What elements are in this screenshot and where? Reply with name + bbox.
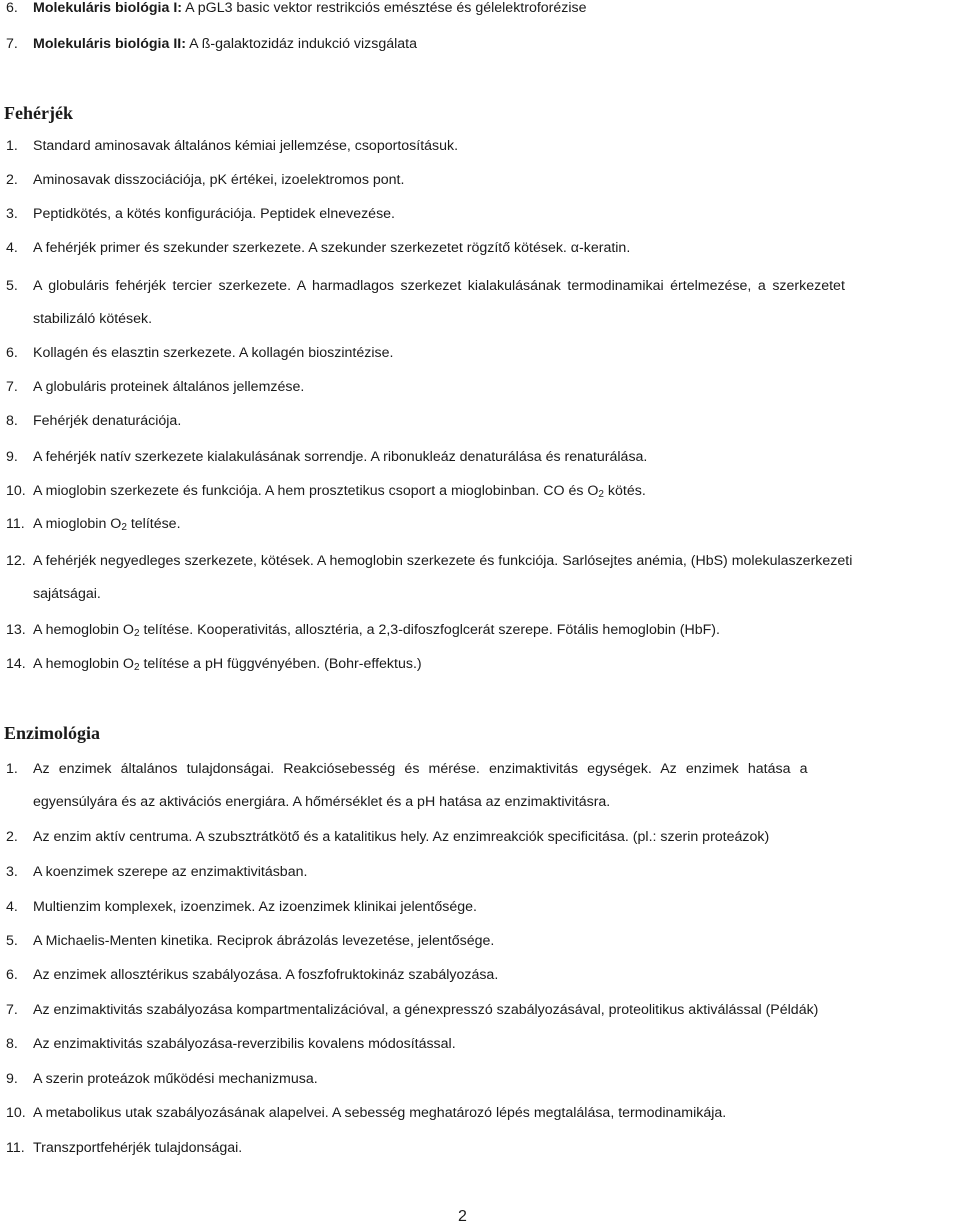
item-number: 7. (6, 1002, 18, 1018)
item-text: Az enzimek általános tulajdonságai. Reakciósebesség és mérése. enzimaktivitás egységek. Az enzimek hatása a (33, 761, 808, 777)
item-number: 7. (6, 379, 18, 395)
subscript: 2 (598, 489, 604, 500)
item-text (33, 656, 422, 673)
subscript: 2 (133, 662, 140, 673)
item-text (33, 516, 181, 533)
item-number: 13. (6, 622, 26, 638)
item-text-part: telítése. Kooperativitás, allosztéria, a 2,3-difoszfoglcerát szerepe. Fötális hemoglobin (HbF). (139, 622, 720, 638)
item-text (33, 483, 646, 500)
section-heading-enzimologia: Enzimológia (4, 723, 101, 743)
item-text (33, 0, 587, 17)
item-text: A koenzimek szerepe az enzimaktivitásban. (33, 864, 308, 880)
item-number: 11. (6, 516, 25, 532)
item-text: Az enzim aktív centruma. A szubsztrátkötő és a katalitikus hely. Az enzimreakciók specificitása. (pl.: szerin proteázok) (33, 829, 770, 845)
item-text: A fehérjék negyedleges szerkezete, kötések. A hemoglobin szerkezete és funkciója. Sarlósejtes anémia, (HbS) molekulaszerkezeti (33, 553, 853, 569)
item-number: 14. (6, 656, 26, 672)
item-text (33, 622, 720, 639)
item-number: 2. (6, 829, 18, 845)
item-number: 12. (6, 553, 26, 569)
item-number: 5. (6, 278, 18, 294)
item-text: A szerin proteázok működési mechanizmusa. (33, 1071, 318, 1087)
item-number: 8. (6, 1036, 18, 1052)
item-number: 6. (6, 0, 18, 16)
item-text: Multienzim komplexek, izoenzimek. Az izoenzimek klinikai jelentősége. (33, 899, 477, 915)
page-number: 2 (458, 1208, 467, 1225)
item-rest: A ß-galaktozidáz indukció vizsgálata (185, 36, 418, 52)
item-text: A globuláris fehérjék tercier szerkezete. A harmadlagos szerkezet kialakulásának termodinamikai értelmezése, a szerkezetet (33, 278, 845, 294)
subscript: 2 (121, 522, 127, 533)
item-number: 9. (6, 1071, 18, 1087)
item-text (33, 36, 417, 53)
item-number: 6. (6, 967, 18, 983)
item-number: 3. (6, 206, 18, 222)
item-text-part: A hemoglobin O (33, 656, 134, 672)
item-text: Az enzimek allosztérikus szabályozása. A foszfofruktokináz szabályozása. (33, 967, 499, 983)
item-number: 4. (6, 240, 18, 256)
section-heading-feherjek: Fehérjék (4, 103, 73, 123)
item-text: Standard aminosavak általános kémiai jellemzése, csoportosításuk. (33, 138, 459, 154)
item-continuation: sajátságai. (33, 586, 101, 602)
item-text-part: telítése a pH függvényében. (Bohr-effektus.) (139, 656, 422, 672)
item-number: 9. (6, 449, 18, 465)
subscript: 2 (133, 628, 140, 639)
item-continuation: stabilizáló kötések. (33, 311, 153, 327)
item-number: 1. (6, 138, 18, 154)
item-text: A fehérjék primer és szekunder szerkezete. A szekunder szerkezetet rögzítő kötések. α-keratin. (33, 240, 631, 256)
item-text: A fehérjék natív szerkezete kialakulásának sorrendje. A ribonukleáz denaturálása és renaturálása. (33, 449, 648, 465)
item-text: Kollagén és elasztin szerkezete. A kollagén bioszintézise. (33, 345, 394, 361)
item-text-part: telítése. (126, 516, 181, 532)
item-number: 3. (6, 864, 18, 880)
item-text: Az enzimaktivitás szabályozása kompartmentalizációval, a génexpresszó szabályozásával, proteolitikus aktiválással (Példák) (33, 1002, 819, 1018)
item-number: 1. (6, 761, 18, 777)
item-text: A metabolikus utak szabályozásának alapelvei. A sebesség meghatározó lépés megtalálása, termodinamikája. (33, 1105, 727, 1121)
item-number: 5. (6, 933, 18, 949)
item-text-part: A hemoglobin O (33, 622, 134, 638)
item-text-part: A mioglobin szerkezete és funkciója. A hem prosztetikus csoport a mioglobinban. CO és O (33, 483, 599, 499)
item-text: Transzportfehérjék tulajdonságai. (33, 1140, 243, 1156)
item-text-part: kötés. (603, 483, 646, 499)
item-number: 7. (6, 36, 18, 52)
item-text: Aminosavak disszociációja, pK értékei, izoelektromos pont. (33, 172, 405, 188)
item-text: Fehérjék denaturációja. (33, 413, 182, 429)
item-bold-label: Molekuláris biológia I: (33, 0, 182, 16)
item-number: 2. (6, 172, 18, 188)
item-text-part: A mioglobin O (33, 516, 122, 532)
item-text: A Michaelis-Menten kinetika. Reciprok ábrázolás levezetése, jelentősége. (33, 933, 495, 949)
item-number: 6. (6, 345, 18, 361)
item-number: 11. (6, 1140, 25, 1156)
item-rest: A pGL3 basic vektor restrikciós emésztése és gélelektroforézise (182, 0, 587, 16)
item-number: 10. (6, 1105, 26, 1121)
item-number: 4. (6, 899, 18, 915)
item-text: A globuláris proteinek általános jellemzése. (33, 379, 305, 395)
item-text: Peptidkötés, a kötés konfigurációja. Peptidek elnevezése. (33, 206, 396, 222)
item-bold-label: Molekuláris biológia II: (33, 36, 186, 52)
item-text: Az enzimaktivitás szabályozása-reverzibilis kovalens módosítással. (33, 1036, 456, 1052)
item-number: 8. (6, 413, 18, 429)
item-continuation: egyensúlyára és az aktivációs energiára. A hőmérséklet és a pH hatása az enzimaktivitásra. (33, 794, 611, 810)
item-number: 10. (6, 483, 26, 499)
